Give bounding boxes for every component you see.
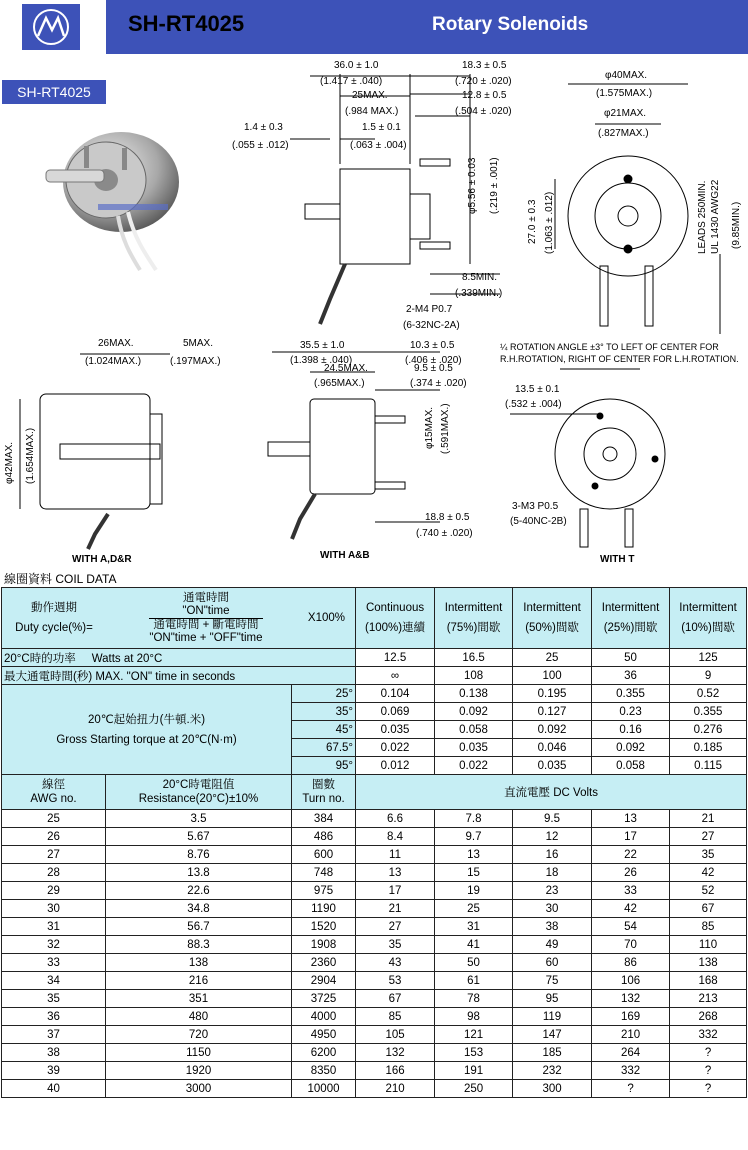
dim-br-hole-inch: (.532 ± .004) xyxy=(505,399,562,410)
technical-drawings xyxy=(0,54,748,569)
turn-count: 486 xyxy=(292,828,356,846)
turn-count: 1520 xyxy=(292,918,356,936)
duty-top-en: "ON"time xyxy=(182,604,230,617)
dim-bm-dia-inch: (.591MAX.) xyxy=(440,403,451,454)
max-on-value: 108 xyxy=(435,667,513,685)
dim-bm-boss-inch: (.374 ± .020) xyxy=(410,378,467,389)
turn-count: 1908 xyxy=(292,936,356,954)
resistance: 34.8 xyxy=(106,900,292,918)
awg-no: 31 xyxy=(2,918,106,936)
dc-volt-value: 210 xyxy=(592,1026,670,1044)
torque-value: 0.138 xyxy=(435,685,513,703)
dc-volt-value: 13 xyxy=(435,846,513,864)
awg-header-row xyxy=(2,775,747,810)
awg-row xyxy=(2,990,747,1008)
torque-value: 0.035 xyxy=(356,721,435,739)
dc-volt-value: 232 xyxy=(513,1062,592,1080)
torque-value: 0.092 xyxy=(513,721,592,739)
resistance: 3.5 xyxy=(106,810,292,828)
resistance: 5.67 xyxy=(106,828,292,846)
dc-volt-value: 21 xyxy=(670,810,747,828)
torque-value: 0.069 xyxy=(356,703,435,721)
dc-volt-value: 169 xyxy=(592,1008,670,1026)
awg-no: 39 xyxy=(2,1062,106,1080)
dim-side-flange: 1.4 ± 0.3 xyxy=(244,122,283,133)
dc-volt-value: 67 xyxy=(670,900,747,918)
awg-row xyxy=(2,1026,747,1044)
dc-volt-value: 19 xyxy=(435,882,513,900)
awg-no: 40 xyxy=(2,1080,106,1098)
dc-volt-value: 9.7 xyxy=(435,828,513,846)
dc-volt-value: 60 xyxy=(513,954,592,972)
resistance: 1920 xyxy=(106,1062,292,1080)
max-on-row xyxy=(2,667,747,685)
dc-volt-value: 105 xyxy=(356,1026,435,1044)
dc-volt-value: 132 xyxy=(592,990,670,1008)
duty-header-row xyxy=(2,588,747,649)
dc-volt-value: 49 xyxy=(513,936,592,954)
awg-row xyxy=(2,900,747,918)
resistance: 8.76 xyxy=(106,846,292,864)
torque-value: 0.355 xyxy=(670,703,747,721)
dc-volt-value: 119 xyxy=(513,1008,592,1026)
dc-volt-value: 27 xyxy=(670,828,747,846)
awg-no: 38 xyxy=(2,1044,106,1062)
dc-volt-value: 30 xyxy=(513,900,592,918)
dim-front-leads-inch: (9.85MIN.) xyxy=(731,201,742,249)
duty-bottom-cn: 通電時間 + 斷電時間 xyxy=(153,618,259,631)
awg-row xyxy=(2,846,747,864)
duty-top-cn: 通電時間 xyxy=(182,591,229,604)
torque-value: 0.035 xyxy=(513,757,592,775)
turn-count: 384 xyxy=(292,810,356,828)
dim-side-plate: 1.5 ± 0.1 xyxy=(362,122,401,133)
dc-volt-value: 86 xyxy=(592,954,670,972)
torque-value: 0.52 xyxy=(670,685,747,703)
watts-value: 125 xyxy=(670,649,747,667)
turn-count: 600 xyxy=(292,846,356,864)
resistance: 351 xyxy=(106,990,292,1008)
watts-label: 20°C時的功率 Watts at 20°C xyxy=(2,649,356,667)
max-on-value: 100 xyxy=(513,667,592,685)
dim-side-flange-inch: (.055 ± .012) xyxy=(232,140,289,151)
duty-bottom-en: "ON"time + "OFF"time xyxy=(149,631,263,644)
torque-value: 0.035 xyxy=(435,739,513,757)
torque-value: 0.012 xyxy=(356,757,435,775)
dc-volt-value: 17 xyxy=(592,828,670,846)
dim-bm-boss: 9.5 ± 0.5 xyxy=(414,363,453,374)
dim-side-shaft-inch: (.720 ± .020) xyxy=(455,76,512,87)
dc-volt-value: 17 xyxy=(356,882,435,900)
torque-value: 0.046 xyxy=(513,739,592,757)
dc-volt-value: 250 xyxy=(435,1080,513,1098)
awg-row xyxy=(2,972,747,990)
torque-angle: 25° xyxy=(292,685,356,703)
torque-value: 0.23 xyxy=(592,703,670,721)
dc-volt-value: 95 xyxy=(513,990,592,1008)
dim-side-boss: 12.8 ± 0.5 xyxy=(462,90,507,101)
dim-side-plate-inch: (.063 ± .004) xyxy=(350,140,407,151)
torque-value: 0.276 xyxy=(670,721,747,739)
dim-br-thread-inch: (5-40NC-2B) xyxy=(510,516,567,527)
dim-bm-shaft-inch: (.406 ± .020) xyxy=(405,355,462,366)
dc-volt-value: 50 xyxy=(435,954,513,972)
awg-row xyxy=(2,936,747,954)
dim-front-hole-pitch: 27.0 ± 0.3 xyxy=(527,199,538,244)
dc-volt-value: 6.6 xyxy=(356,810,435,828)
dc-volt-value: 13 xyxy=(356,864,435,882)
dim-side-thread-inch: (6-32NC-2A) xyxy=(403,320,460,331)
turn-count: 748 xyxy=(292,864,356,882)
duty-label-en: Duty cycle(%)= xyxy=(15,622,93,634)
mode-0: Continuous (100%)連續 xyxy=(356,588,435,649)
resistance: 1150 xyxy=(106,1044,292,1062)
dc-volt-value: 43 xyxy=(356,954,435,972)
dc-volt-value: 98 xyxy=(435,1008,513,1026)
dc-volts-header: 直流電壓 DC Volts xyxy=(356,775,747,810)
dc-volt-value: 61 xyxy=(435,972,513,990)
watts-row xyxy=(2,649,747,667)
dc-volt-value: 268 xyxy=(670,1008,747,1026)
awg-no: 35 xyxy=(2,990,106,1008)
resistance: 13.8 xyxy=(106,864,292,882)
watts-value: 50 xyxy=(592,649,670,667)
duty-label-cn: 動作週期 xyxy=(31,602,77,614)
dim-front-dia-inch: (1.575MAX.) xyxy=(596,88,653,99)
product-type: Rotary Solenoids xyxy=(432,14,589,35)
awg-row xyxy=(2,1062,747,1080)
resistance: 56.7 xyxy=(106,918,292,936)
dc-volt-value: 27 xyxy=(356,918,435,936)
awg-no: 25 xyxy=(2,810,106,828)
awg-no: 34 xyxy=(2,972,106,990)
dim-bm-dia: φ15MAX. xyxy=(424,406,435,449)
dc-volt-value: 110 xyxy=(670,936,747,954)
dc-volt-value: 121 xyxy=(435,1026,513,1044)
awg-no: 30 xyxy=(2,900,106,918)
coil-data-title: 線圈資料 COIL DATA xyxy=(4,572,117,586)
dim-side-stud-inch: (.339MIN.) xyxy=(455,288,503,299)
turn-count: 2360 xyxy=(292,954,356,972)
dc-volt-value: 11 xyxy=(356,846,435,864)
dc-volt-value: ? xyxy=(592,1080,670,1098)
dim-side-body: 25MAX. xyxy=(352,90,388,101)
dim-side-overall-inch: (1.417 ± .040) xyxy=(320,76,383,87)
awg-row xyxy=(2,1080,747,1098)
max-on-label: 最大通電時間(秒) MAX. "ON" time in seconds xyxy=(2,667,356,685)
dc-volt-value: 12 xyxy=(513,828,592,846)
awg-row xyxy=(2,882,747,900)
dim-side-stud: 8.5MIN. xyxy=(462,272,498,283)
dc-volt-value: 7.8 xyxy=(435,810,513,828)
dc-volt-value: 8.4 xyxy=(356,828,435,846)
caption-with-t: WITH T xyxy=(600,554,635,565)
dc-volt-value: 26 xyxy=(592,864,670,882)
dc-volt-value: 70 xyxy=(592,936,670,954)
dc-volt-value: 210 xyxy=(356,1080,435,1098)
dc-volt-value: 300 xyxy=(513,1080,592,1098)
turn-count: 975 xyxy=(292,882,356,900)
torque-angle: 45° xyxy=(292,721,356,739)
dc-volt-value: ? xyxy=(670,1062,747,1080)
awg-no: 37 xyxy=(2,1026,106,1044)
dc-volt-value: 23 xyxy=(513,882,592,900)
dim-side-overall: 36.0 ± 1.0 xyxy=(334,60,379,71)
resistance: 216 xyxy=(106,972,292,990)
dc-volt-value: 22 xyxy=(592,846,670,864)
turn-count: 6200 xyxy=(292,1044,356,1062)
mode-4: Intermittent (10%)間歇 xyxy=(670,588,747,649)
dc-volt-value: 38 xyxy=(513,918,592,936)
dim-bl-dia: φ42MAX. xyxy=(4,441,15,484)
dc-volt-value: 33 xyxy=(592,882,670,900)
dc-volt-value: ? xyxy=(670,1080,747,1098)
coil-data-table xyxy=(1,587,747,1098)
awg-no: 27 xyxy=(2,846,106,864)
turn-count: 1190 xyxy=(292,900,356,918)
dim-side-shaft-dia-inch: (.219 ± .001) xyxy=(489,157,500,214)
dc-volt-value: 191 xyxy=(435,1062,513,1080)
torque-label: 20℃起始扭力(牛頓.米) Gross Starting torque at 20℃(N·m) xyxy=(2,685,292,775)
caption-with-ab: WITH A&B xyxy=(320,550,370,561)
duty-multiplier: X100% xyxy=(307,612,346,624)
torque-value: 0.115 xyxy=(670,757,747,775)
resistance: 480 xyxy=(106,1008,292,1026)
page-title: SH-RT4025 xyxy=(128,11,245,36)
dim-front-leads: LEADS 250MIN. xyxy=(697,180,708,254)
dc-volt-value: 53 xyxy=(356,972,435,990)
awg-no: 36 xyxy=(2,1008,106,1026)
dc-volt-value: 213 xyxy=(670,990,747,1008)
dim-bm-overall: 35.5 ± 1.0 xyxy=(300,340,345,351)
dc-volt-value: 168 xyxy=(670,972,747,990)
title-bar xyxy=(106,0,748,54)
dc-volt-value: 52 xyxy=(670,882,747,900)
torque-value: 0.104 xyxy=(356,685,435,703)
rotation-note-line1: ¼ ROTATION ANGLE ±3° TO LEFT OF CENTER FOR xyxy=(500,342,719,352)
dc-volt-value: 85 xyxy=(356,1008,435,1026)
resistance: 3000 xyxy=(106,1080,292,1098)
duty-fraction xyxy=(149,592,262,645)
dc-volt-value: 106 xyxy=(592,972,670,990)
dim-side-boss-inch: (.504 ± .020) xyxy=(455,106,512,117)
max-on-value: 36 xyxy=(592,667,670,685)
model-badge: SH-RT4025 xyxy=(2,80,106,104)
awg-row xyxy=(2,1008,747,1026)
dim-bm-body: 24.5MAX. xyxy=(324,363,368,374)
dim-bl-length-inch: (1.024MAX.) xyxy=(85,356,142,367)
torque-value: 0.092 xyxy=(592,739,670,757)
dc-volt-value: 21 xyxy=(356,900,435,918)
mode-3: Intermittent (25%)間歇 xyxy=(592,588,670,649)
dc-volt-value: 54 xyxy=(592,918,670,936)
dim-bm-overall-inch: (1.398 ± .040) xyxy=(290,355,353,366)
turns-header: 圈數 Turn no. xyxy=(292,775,356,810)
dim-br-thread: 3-M3 P0.5 xyxy=(512,501,559,512)
torque-angle: 67.5° xyxy=(292,739,356,757)
turn-count: 3725 xyxy=(292,990,356,1008)
torque-value: 0.058 xyxy=(592,757,670,775)
awg-row xyxy=(2,954,747,972)
watts-value: 12.5 xyxy=(356,649,435,667)
awg-no: 33 xyxy=(2,954,106,972)
dim-front-leads-spec: UL 1430 AWG22 xyxy=(710,179,721,254)
awg-row xyxy=(2,864,747,882)
dim-side-shaft: 18.3 ± 0.5 xyxy=(462,60,507,71)
dc-volt-value: 31 xyxy=(435,918,513,936)
torque-value: 0.127 xyxy=(513,703,592,721)
dim-side-body-inch: (.984 MAX.) xyxy=(345,106,399,117)
resistance: 138 xyxy=(106,954,292,972)
awg-row xyxy=(2,810,747,828)
turn-count: 8350 xyxy=(292,1062,356,1080)
dc-volt-value: 15 xyxy=(435,864,513,882)
dim-side-shaft-dia: φ5.56 ± 0.03 xyxy=(467,157,478,214)
turn-count: 10000 xyxy=(292,1080,356,1098)
awg-row xyxy=(2,918,747,936)
awg-no: 32 xyxy=(2,936,106,954)
dc-volt-value: 9.5 xyxy=(513,810,592,828)
dc-volt-value: 132 xyxy=(356,1044,435,1062)
torque-angle: 95° xyxy=(292,757,356,775)
watts-value: 16.5 xyxy=(435,649,513,667)
rotation-note-line2: R.H.ROTATION, RIGHT OF CENTER FOR L.H.ROTATION. xyxy=(500,354,739,364)
dim-bm-body-inch: (.965MAX.) xyxy=(314,378,365,389)
dc-volt-value: 166 xyxy=(356,1062,435,1080)
torque-value: 0.022 xyxy=(356,739,435,757)
caption-with-adr: WITH A,D&R xyxy=(72,554,132,565)
resistance-header: 20°C時電阻值 Resistance(20°C)±10% xyxy=(106,775,292,810)
dc-volt-value: 13 xyxy=(592,810,670,828)
awg-no: 28 xyxy=(2,864,106,882)
max-on-value: 9 xyxy=(670,667,747,685)
dim-front-hole-pitch-inch: (1.063 ± .012) xyxy=(544,191,555,254)
logo xyxy=(0,0,104,54)
dc-volt-value: 42 xyxy=(670,864,747,882)
dc-volt-value: 16 xyxy=(513,846,592,864)
dim-front-dia: φ40MAX. xyxy=(605,70,648,81)
dc-volt-value: 75 xyxy=(513,972,592,990)
awg-row xyxy=(2,828,747,846)
dc-volt-value: 35 xyxy=(670,846,747,864)
turn-count: 2904 xyxy=(292,972,356,990)
duty-formula-cell xyxy=(2,588,356,649)
dim-bl-dia-inch: (1.654MAX.) xyxy=(25,427,36,484)
resistance: 22.6 xyxy=(106,882,292,900)
torque-value: 0.058 xyxy=(435,721,513,739)
dc-volt-value: 138 xyxy=(670,954,747,972)
dc-volt-value: 41 xyxy=(435,936,513,954)
dc-volt-value: 153 xyxy=(435,1044,513,1062)
dc-volt-value: 147 xyxy=(513,1026,592,1044)
dc-volt-value: 78 xyxy=(435,990,513,1008)
dim-bl-boss-inch: (.197MAX.) xyxy=(170,356,221,367)
torque-value: 0.092 xyxy=(435,703,513,721)
dc-volt-value: 42 xyxy=(592,900,670,918)
torque-value: 0.185 xyxy=(670,739,747,757)
turn-count: 4000 xyxy=(292,1008,356,1026)
dc-volt-value: 25 xyxy=(435,900,513,918)
dc-volt-value: 264 xyxy=(592,1044,670,1062)
mode-1: Intermittent (75%)間歇 xyxy=(435,588,513,649)
resistance: 88.3 xyxy=(106,936,292,954)
dim-bl-length: 26MAX. xyxy=(98,338,134,349)
dc-volt-value: 332 xyxy=(670,1026,747,1044)
company-logo-icon xyxy=(0,0,104,54)
resistance: 720 xyxy=(106,1026,292,1044)
dc-volt-value: 67 xyxy=(356,990,435,1008)
dim-side-thread: 2-M4 P0.7 xyxy=(406,304,453,315)
torque-row xyxy=(2,685,747,703)
dc-volt-value: 85 xyxy=(670,918,747,936)
max-on-value: ∞ xyxy=(356,667,435,685)
turn-count: 4950 xyxy=(292,1026,356,1044)
torque-angle: 35° xyxy=(292,703,356,721)
torque-value: 0.022 xyxy=(435,757,513,775)
dc-volt-value: 18 xyxy=(513,864,592,882)
dim-front-inner-dia: φ21MAX. xyxy=(604,108,647,119)
awg-row xyxy=(2,1044,747,1062)
torque-value: 0.355 xyxy=(592,685,670,703)
dim-bm-stud: 18.8 ± 0.5 xyxy=(425,512,470,523)
dim-front-inner-dia-inch: (.827MAX.) xyxy=(598,128,649,139)
dc-volt-value: ? xyxy=(670,1044,747,1062)
awg-no: 26 xyxy=(2,828,106,846)
dim-bl-boss: 5MAX. xyxy=(183,338,214,349)
dim-br-hole: 13.5 ± 0.1 xyxy=(515,384,560,395)
page-header xyxy=(0,0,748,54)
watts-value: 25 xyxy=(513,649,592,667)
dc-volt-value: 35 xyxy=(356,936,435,954)
dim-bm-shaft: 10.3 ± 0.5 xyxy=(410,340,455,351)
dc-volt-value: 185 xyxy=(513,1044,592,1062)
dc-volt-value: 332 xyxy=(592,1062,670,1080)
torque-value: 0.16 xyxy=(592,721,670,739)
awg-header: 線徑 AWG no. xyxy=(2,775,106,810)
dim-bm-stud-inch: (.740 ± .020) xyxy=(416,528,473,539)
mode-2: Intermittent (50%)間歇 xyxy=(513,588,592,649)
awg-no: 29 xyxy=(2,882,106,900)
torque-value: 0.195 xyxy=(513,685,592,703)
